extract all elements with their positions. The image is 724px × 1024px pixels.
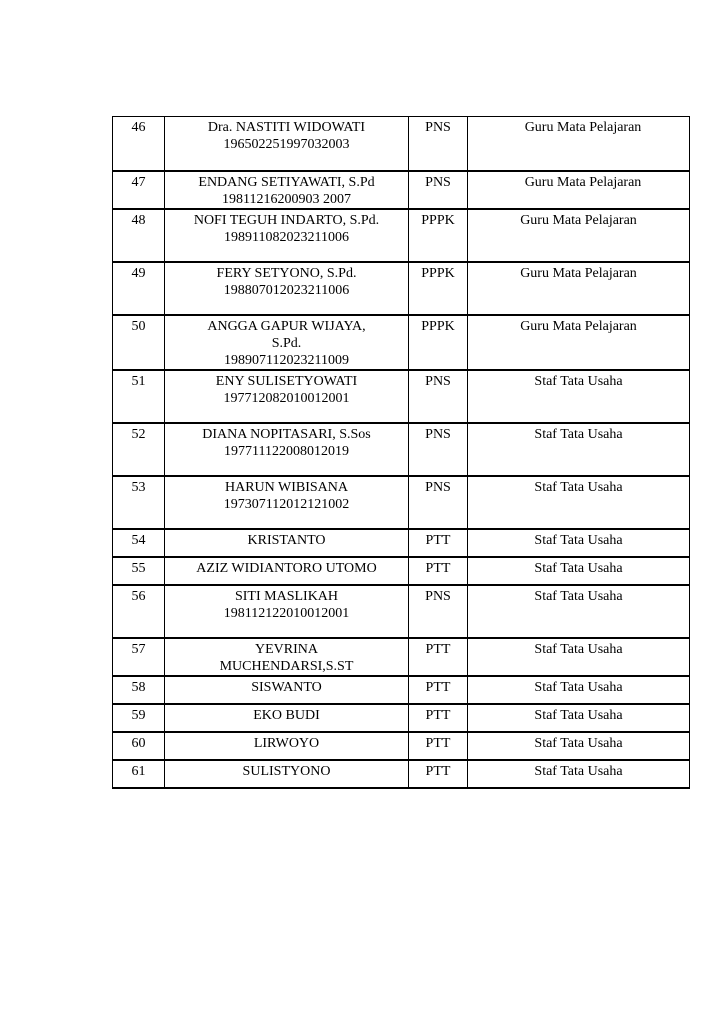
employee-cell: [165, 370, 409, 423]
row-number: 57: [113, 638, 165, 676]
table-row: [113, 529, 690, 557]
table-row: [113, 760, 690, 788]
employee-nip: 19811216200903 2007: [222, 191, 351, 207]
position: Staf Tata Usaha: [468, 638, 690, 676]
employee-name: SISWANTO: [251, 679, 322, 695]
employee-cell: [165, 732, 409, 760]
position: Staf Tata Usaha: [468, 760, 690, 788]
employee-name: ENDANG SETIYAWATI, S.Pd: [198, 174, 375, 190]
employee-name: YEVRINA: [255, 641, 318, 657]
employee-name: EKO BUDI: [253, 707, 320, 723]
table-row: [113, 704, 690, 732]
table-row: [113, 262, 690, 315]
employment-status: PPPK: [409, 209, 468, 262]
position: Staf Tata Usaha: [468, 423, 690, 476]
employee-cell: [165, 529, 409, 557]
employee-cell: [165, 585, 409, 638]
employee-name: DIANA NOPITASARI, S.Sos: [202, 426, 371, 442]
employee-name: AZIZ WIDIANTORO UTOMO: [196, 560, 377, 576]
employee-cell: [165, 676, 409, 704]
row-number: 51: [113, 370, 165, 423]
row-number: 52: [113, 423, 165, 476]
row-number: 58: [113, 676, 165, 704]
employee-nip: 197711122008012019: [224, 443, 349, 459]
employee-name: SULISTYONO: [242, 763, 331, 779]
employee-name: ANGGA GAPUR WIJAYA,: [207, 318, 366, 334]
employment-status: PTT: [409, 676, 468, 704]
employee-nip: 197712082010012001: [223, 390, 350, 406]
employee-name: FERY SETYONO, S.Pd.: [216, 265, 357, 281]
position: Staf Tata Usaha: [468, 704, 690, 732]
table-row: [113, 638, 690, 676]
employee-cell: [165, 638, 409, 676]
employment-status: PNS: [409, 370, 468, 423]
employment-status: PTT: [409, 638, 468, 676]
row-number: 54: [113, 529, 165, 557]
employee-cell: [165, 209, 409, 262]
position: Staf Tata Usaha: [468, 476, 690, 529]
row-number: 56: [113, 585, 165, 638]
row-number: 60: [113, 732, 165, 760]
table-row: [113, 117, 690, 171]
position: Staf Tata Usaha: [468, 585, 690, 638]
employee-name: KRISTANTO: [247, 532, 326, 548]
employment-status: PPPK: [409, 262, 468, 315]
employment-status: PNS: [409, 423, 468, 476]
employee-name: LIRWOYO: [253, 735, 320, 751]
position: Guru Mata Pelajaran: [468, 117, 690, 171]
row-number: 49: [113, 262, 165, 315]
row-number: 48: [113, 209, 165, 262]
position: Staf Tata Usaha: [468, 370, 690, 423]
employee-name: HARUN WIBISANA: [224, 479, 349, 495]
employment-status: PTT: [409, 732, 468, 760]
position: Staf Tata Usaha: [468, 529, 690, 557]
staff-table: [112, 116, 690, 789]
table-row: [113, 209, 690, 262]
position: Guru Mata Pelajaran: [468, 171, 690, 209]
employee-nip: 198112122010012001: [223, 605, 350, 621]
employee-name: ENY SULISETYOWATI: [215, 373, 358, 389]
employee-cell: [165, 423, 409, 476]
employment-status: PPPK: [409, 315, 468, 370]
employee-cell: [165, 704, 409, 732]
table-row: [113, 585, 690, 638]
row-number: 50: [113, 315, 165, 370]
employee-cell: [165, 476, 409, 529]
employment-status: PTT: [409, 529, 468, 557]
employee-name: SITI MASLIKAH: [234, 588, 339, 604]
table-row: [113, 732, 690, 760]
employment-status: PNS: [409, 585, 468, 638]
employee-cell: [165, 760, 409, 788]
employee-cell: [165, 262, 409, 315]
position: Guru Mata Pelajaran: [468, 209, 690, 262]
employment-status: PNS: [409, 171, 468, 209]
employment-status: PNS: [409, 117, 468, 171]
employee-nip: 198911082023211006: [224, 229, 349, 245]
employee-cell: [165, 117, 409, 171]
position: Staf Tata Usaha: [468, 676, 690, 704]
row-number: 53: [113, 476, 165, 529]
employment-status: PTT: [409, 760, 468, 788]
row-number: 46: [113, 117, 165, 171]
employee-nip: 196502251997032003: [223, 137, 350, 152]
employee-name-cont: MUCHENDARSI,S.ST: [219, 658, 354, 674]
employee-name: NOFI TEGUH INDARTO, S.Pd.: [193, 212, 380, 228]
position: Guru Mata Pelajaran: [468, 315, 690, 370]
employee-nip: 198907112023211009: [224, 352, 349, 368]
row-number: 61: [113, 760, 165, 788]
employee-name: Dra. NASTITI WIDOWATI: [207, 120, 366, 135]
position: Staf Tata Usaha: [468, 557, 690, 585]
employment-status: PTT: [409, 704, 468, 732]
table-row: [113, 423, 690, 476]
row-number: 47: [113, 171, 165, 209]
employee-nip: 198807012023211006: [223, 282, 350, 298]
table-row: [113, 676, 690, 704]
employee-cell: [165, 557, 409, 585]
table-row: [113, 370, 690, 423]
position: Guru Mata Pelajaran: [468, 262, 690, 315]
employment-status: PTT: [409, 557, 468, 585]
position: Staf Tata Usaha: [468, 732, 690, 760]
table-row: [113, 315, 690, 370]
row-number: 55: [113, 557, 165, 585]
employment-status: PNS: [409, 476, 468, 529]
table-row: [113, 476, 690, 529]
employee-name-cont: S.Pd.: [271, 335, 302, 351]
employee-cell: [165, 315, 409, 370]
employee-nip: 197307112012121002: [223, 496, 350, 512]
table-row: [113, 171, 690, 209]
table-row: [113, 557, 690, 585]
row-number: 59: [113, 704, 165, 732]
employee-cell: [165, 171, 409, 209]
